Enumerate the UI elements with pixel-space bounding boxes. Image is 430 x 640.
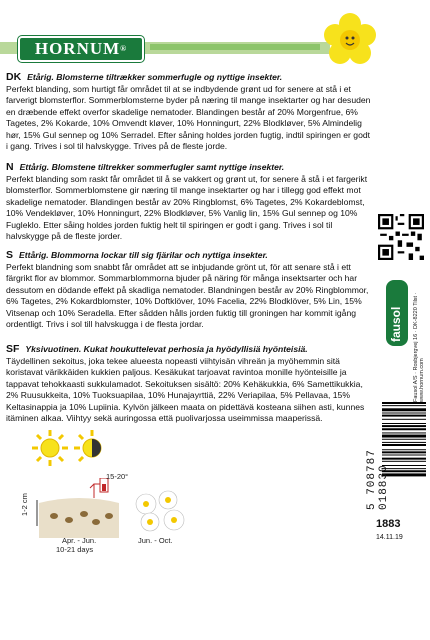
section-body: Perfekt blanding som raskt får området til å se vakkert og grønt ut, for senere å stå i et fargerikt blomsterflor. Sommerblomstene gir næring til mange insektarter og har i tillegg god effekt mot skadelige nematoder. Blandingen består av 20% Ringblomst, 6% Tagetes, 2% Kokardeblomst, 10% Vendekløver, 10% Honningurt, 22% Blodkløver, 5% Vanlig lin, 15% Gul sennep og 10% Fugleklo. Etter såing holdes jorden fuktig helt til spiringen er godt i gang. Trives i sol til halvskygge på de fleste jorder. bbox=[6, 173, 368, 241]
section-n bbox=[6, 162, 372, 243]
section-title: Yksivuotinen. Kukat houkuttelevat perhosia ja hyödyllisiä hyönteisiä. bbox=[25, 344, 308, 354]
flowering-icon bbox=[132, 490, 188, 534]
section-body: Perfekt blandning som snabbt får området att se inbjudande grönt ut, för att senare stå i ett färgrikt flor av blommor. Sommarblommorna bjuder på näring för många insektsarter och har dessutom en dödande effekt på skadliga nematoder. Blandningen består av 20% Ringblommor, 6% Tagetes, 2% Kokardblomster, 10% Doftklöver, 10% Facelia, 22% Blodklöver, 5% Lin, 15% Vitsenap och 10% Seradella. Efter sådden hålls jorden fuktig till groningen har kommit igång ordentligt. Trivs i sol till halvskugga i de flesta jordar. bbox=[6, 261, 369, 329]
section-title: Etårig. Blomsterne tiltrækker sommerfugle og nyttige insekter. bbox=[27, 72, 283, 82]
section-sf bbox=[6, 344, 372, 425]
supplier-name: fausol bbox=[389, 306, 403, 342]
section-body: Täydellinen sekoitus, joka tekee alueesta nopeasti viihtyisän vihreän ja myöhemmin sitä koristavat värikkäiden kukkien paljous. Kesäkukat tarjoavat ravintoa monille hyönteisille ja tappavat tehokkaasti sukkulamadot. Sekoituksen sisältö: 20% Kehäkukkia, 6% Samettikukkia, 2% Ruusukkeita, 10% Tuoksuapilaa, 10% Hunajayrttiä, 22% Veriapilaa, 5% Pellavaa, 15% Keltasinappia ja 10% Lupiinia. Kylvön jälkeen maata on pidettävä kosteana siihen asti, kunnes itäminen alkaa. Viihtyy sekä auringossa että puolivarjossa useimmissa maaperissä. bbox=[6, 355, 365, 423]
supplier-address: Fausol A/S · Rosbjergvej 16 · DK-8220 Tilst · www.hornum.com bbox=[413, 292, 425, 402]
language-code: S bbox=[6, 249, 14, 261]
section-s-header bbox=[6, 250, 372, 262]
section-dk bbox=[6, 72, 372, 153]
product-code: 1883 bbox=[376, 518, 401, 530]
sowing-instructions bbox=[20, 428, 220, 568]
section-title: Ettårig. Blomstene tiltrekker sommerfugler samt nyttige insekter. bbox=[19, 162, 285, 172]
language-code: DK bbox=[6, 71, 22, 83]
brand-name: HORNUM bbox=[34, 39, 121, 58]
section-body: Perfekt blanding, som hurtigt får området til at se indbydende grønt ud for senere at stå i et farverigt blomsterflor. Sommerblomsterne byder på næring til mange insektarter og har desuden en dræbende effekt overfor skadelige nematoder. Blandingen består af 20% Morgenfrue, 6% Tagetes, 2% Kokarde, 10% Omvendt kløver, 10% Honningurt, 22% Blodkløver, 5% Almindelig hør, 15% Gul sennep og 10% Serradel. Efter såning holdes jorden fugtig, indtil spiringen er godt i gang. Trives i sol til halvskygge. Trives på de fleste jorde. bbox=[6, 83, 371, 151]
section-dk-header bbox=[6, 72, 372, 84]
full-sun-icon bbox=[30, 428, 70, 468]
section-s bbox=[6, 250, 372, 331]
header-green-band-accent bbox=[150, 44, 320, 50]
sowing-depth-icon bbox=[34, 478, 124, 538]
language-code: SF bbox=[6, 343, 20, 355]
sowing-period: Apr. - Jun. bbox=[62, 536, 97, 545]
section-title: Ettårig. Blommorna lockar till sig fjärilar och nyttiga insekter. bbox=[19, 250, 268, 260]
language-code: N bbox=[6, 161, 14, 173]
germination-time: 10-21 days bbox=[56, 545, 94, 554]
germination-temperature: 15-20° bbox=[106, 472, 129, 481]
half-shade-icon bbox=[72, 428, 112, 468]
flowering-period: Jun. - Oct. bbox=[138, 536, 173, 545]
section-n-header bbox=[6, 162, 372, 174]
flower-logo-icon bbox=[320, 10, 380, 70]
brand-registered-mark: ® bbox=[120, 44, 128, 53]
print-date: 14.11.19 bbox=[376, 534, 403, 541]
sowing-depth: 1-2 cm bbox=[20, 493, 29, 516]
barcode-number: 5 708787 018830 bbox=[366, 449, 390, 510]
section-sf-header bbox=[6, 344, 372, 356]
brand-logo bbox=[18, 36, 144, 62]
supplier-badge bbox=[386, 280, 408, 346]
qr-code-icon bbox=[378, 214, 424, 260]
